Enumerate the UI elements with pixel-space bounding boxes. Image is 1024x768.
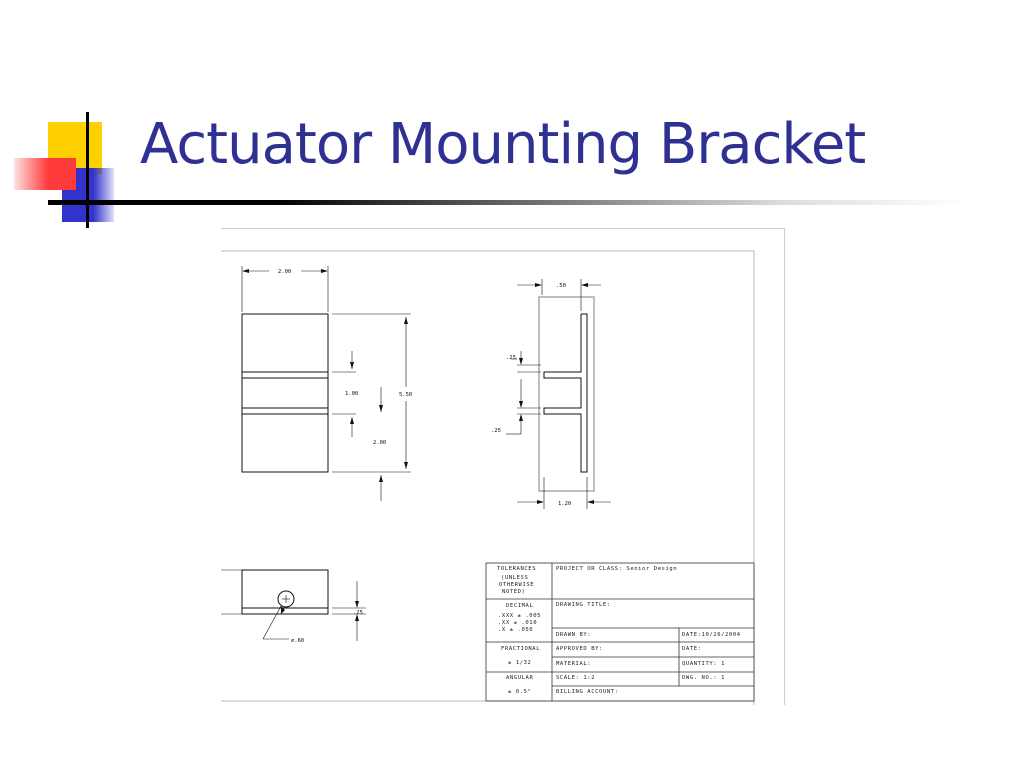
- tb-approved-by: APPROVED BY:: [556, 646, 603, 652]
- side-view-arrows: [519, 283, 594, 504]
- tb-decimal-line-2: .XX ± .010: [498, 620, 538, 626]
- accent-red-square: [14, 158, 76, 190]
- tb-drawing-title: DRAWING TITLE:: [556, 602, 611, 608]
- dim-side-b: .25: [491, 428, 501, 434]
- engineering-drawing: [221, 228, 785, 705]
- dim-bottom-thick: .25: [353, 610, 363, 616]
- dim-hole-dia: ⌀.60: [291, 638, 305, 644]
- tb-dwg-no: DWG. NO.: 1: [682, 675, 726, 681]
- tb-project: PROJECT OR CLASS: Senior Design: [556, 566, 678, 572]
- tb-angular-value: ± 0.5°: [508, 689, 532, 695]
- tb-tolerances-heading: TOLERANCES: [497, 566, 537, 572]
- accent-vertical-line: [86, 112, 89, 228]
- front-view: [242, 266, 411, 501]
- dim-side-top: .50: [556, 283, 566, 289]
- front-view-arrows: [242, 269, 408, 482]
- tb-material: MATERIAL:: [556, 661, 592, 667]
- tb-quantity: QUANTITY: 1: [682, 661, 726, 667]
- tb-fractional-value: ± 1/32: [508, 660, 532, 666]
- tb-tolerances-note-1: (UNLESS: [501, 575, 529, 581]
- tb-fractional-heading: FRACTIONAL: [501, 646, 541, 652]
- tb-angular-heading: ANGULAR: [506, 675, 534, 681]
- tb-scale: SCALE: 1:2: [556, 675, 596, 681]
- tb-decimal-line-1: .XXX ± .005: [498, 613, 542, 619]
- tb-decimal-heading: DECIMAL: [506, 603, 534, 609]
- dim-side-a: .25: [506, 355, 516, 361]
- dim-gap: 1.00: [345, 391, 359, 397]
- dim-height-total: 5.50: [399, 392, 413, 398]
- side-view: [506, 279, 611, 509]
- tb-billing: BILLING ACCOUNT:: [556, 689, 619, 695]
- title-underline: [48, 200, 968, 205]
- tb-date-approved: DATE:: [682, 646, 702, 652]
- tb-drawn-by: DRAWN BY:: [556, 632, 592, 638]
- dim-lower: 2.00: [373, 440, 387, 446]
- tb-decimal-line-3: .X ± .050: [498, 627, 534, 633]
- tb-tolerances-note-2: OTHERWISE: [499, 582, 535, 588]
- slide-title: Actuator Mounting Bracket: [140, 112, 866, 177]
- bottom-view: [221, 570, 366, 641]
- dim-side-width: 1.20: [558, 501, 572, 507]
- tb-date-drawn: DATE:10/26/2004: [682, 632, 741, 638]
- dim-width-top: 2.00: [278, 269, 292, 275]
- tb-tolerances-note-3: NOTED): [502, 589, 526, 595]
